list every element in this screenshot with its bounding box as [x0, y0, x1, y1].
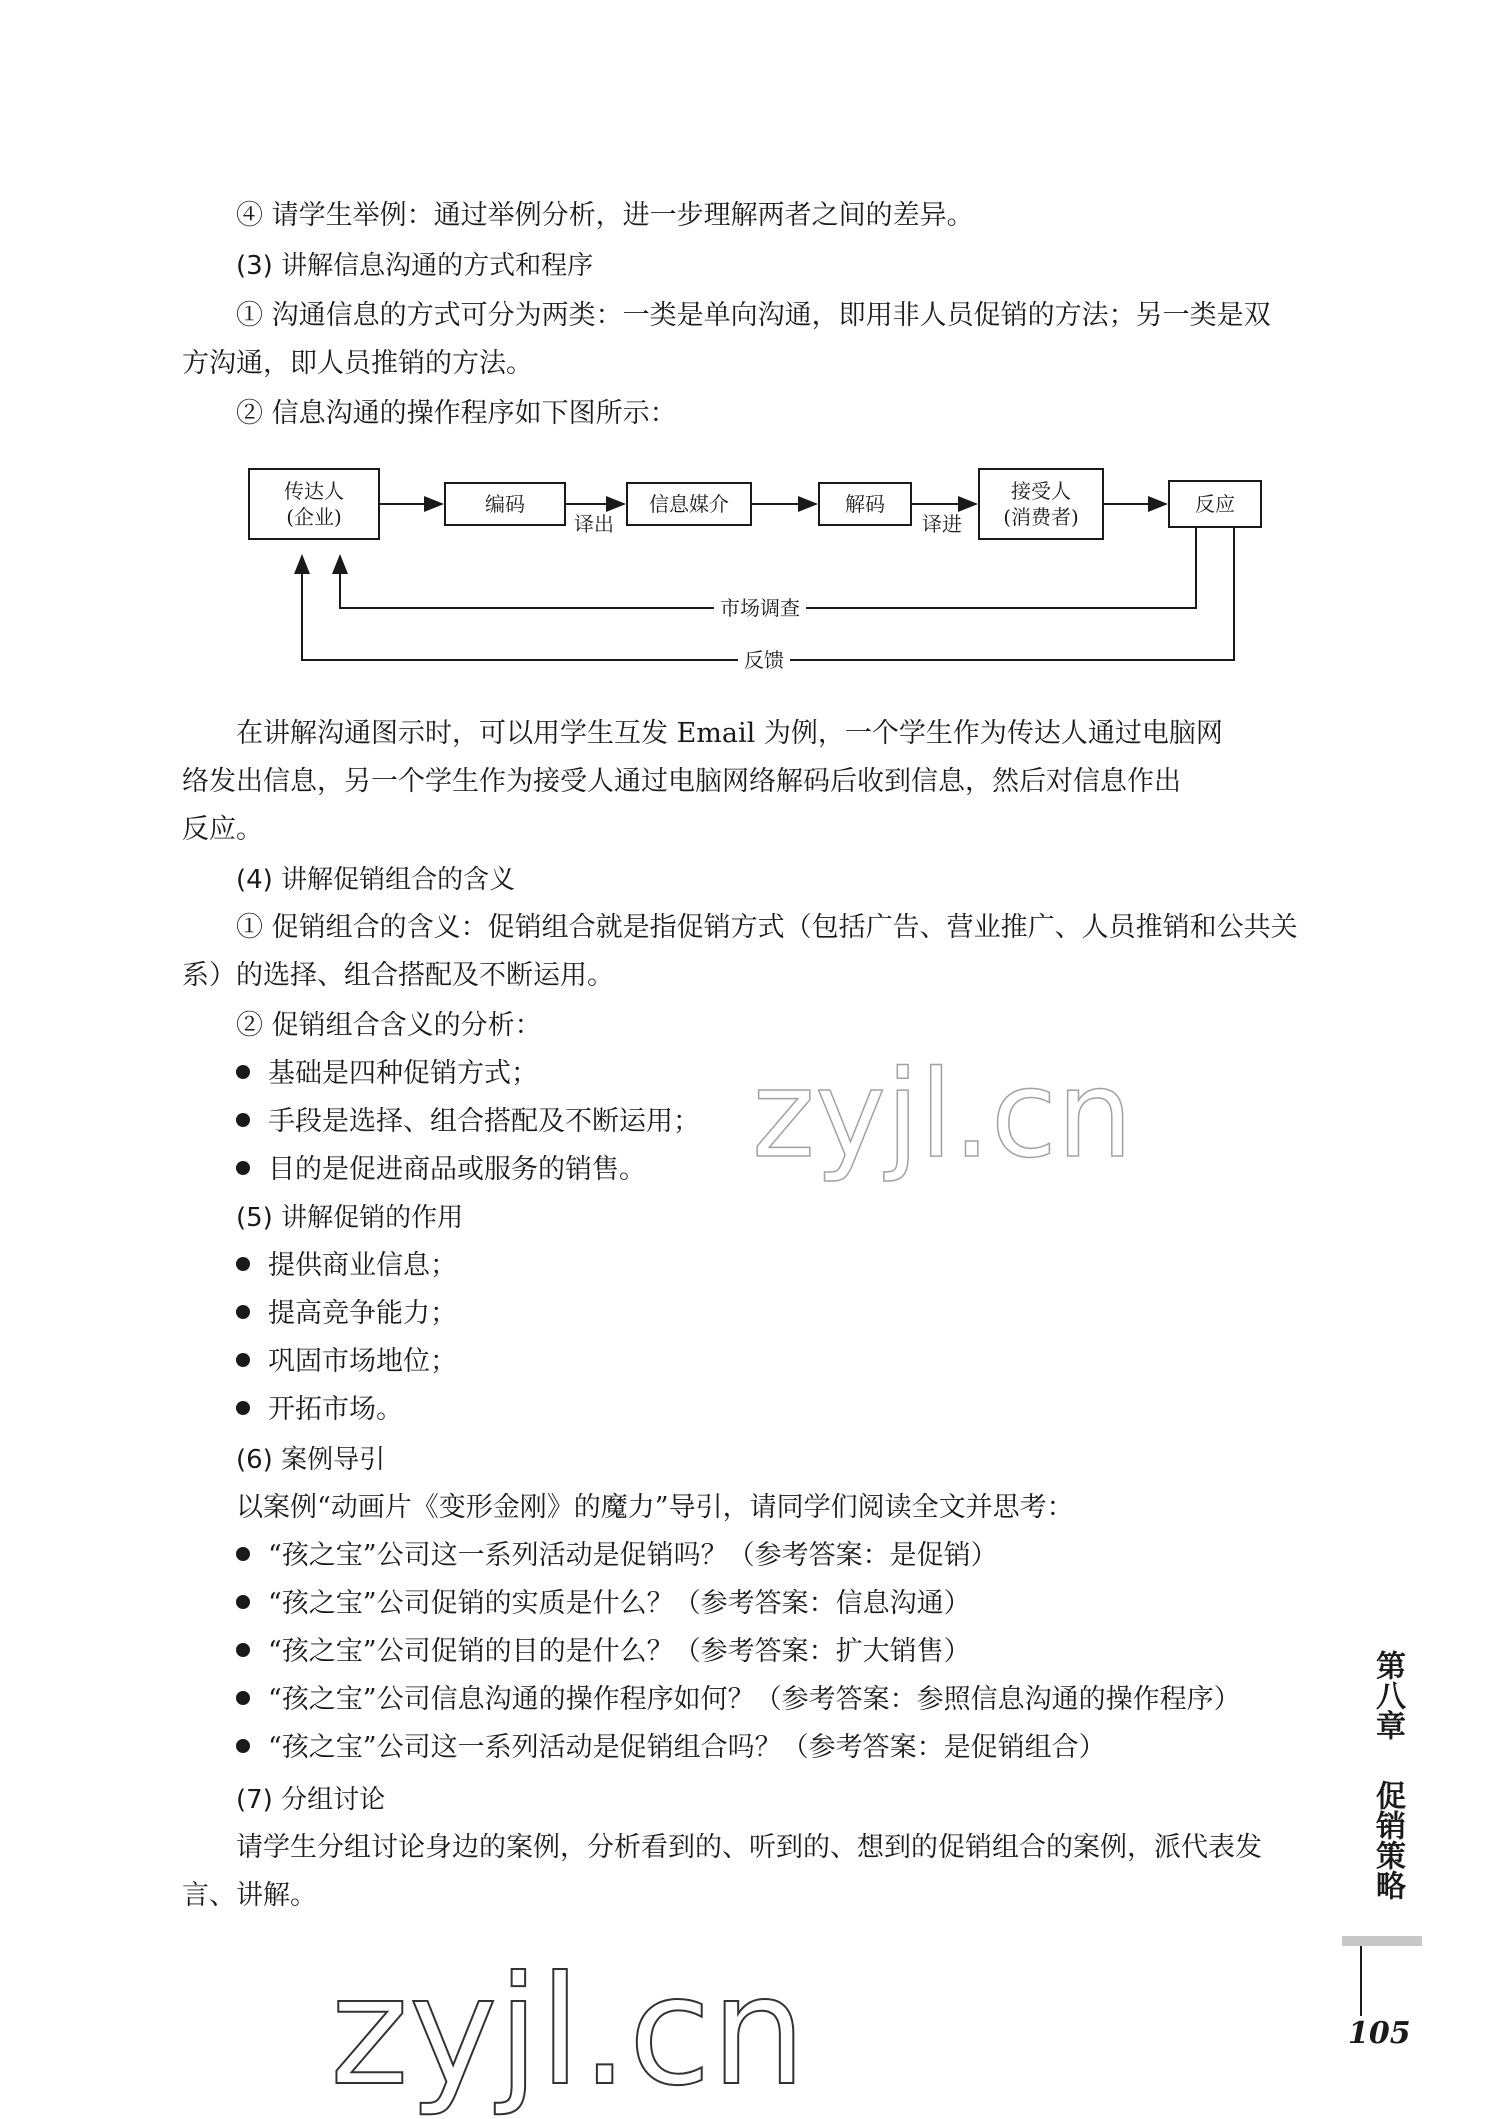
paragraph-procedure: ② 信息沟通的操作程序如下图所示：	[236, 398, 677, 429]
bullet-icon	[236, 1305, 250, 1319]
label-feedback: 反馈	[738, 648, 790, 672]
heading-3: (3) 讲解信息沟通的方式和程序	[236, 251, 594, 281]
page-number: 105	[1348, 2016, 1411, 2051]
sender-sublabel: (企业)	[286, 505, 342, 529]
paragraph-analysis: ② 促销组合含义的分析：	[236, 1010, 542, 1041]
bullet-icon	[236, 1353, 250, 1367]
chapter-title	[1368, 1780, 1404, 1900]
paragraph-discussion-line1: 请学生分组讨论身边的案例，分析看到的、听到的、想到的促销组合的案例，派代表发	[236, 1832, 1262, 1863]
chapter-title-text: 促销策略	[1370, 1780, 1405, 1900]
receiver-label: 接受人	[1011, 479, 1071, 503]
paragraph-email-line1: 在讲解沟通图示时，可以用学生互发 Email 为例，一个学生作为传达人通过电脑网	[236, 718, 1223, 749]
decode-label: 解码	[845, 492, 885, 516]
sender-label: 传达人	[284, 479, 344, 503]
bullet-icon	[236, 1257, 250, 1271]
media-label: 信息媒介	[649, 492, 729, 516]
bullet-icon	[236, 1113, 250, 1127]
list-item	[236, 1386, 403, 1434]
list-item-text: “孩之宝”公司这一系列活动是促销吗？（参考答案：是促销）	[268, 1540, 998, 1571]
list-item	[236, 1532, 998, 1580]
heading-6: (6) 案例导引	[236, 1445, 386, 1475]
paragraph-meaning-line2: 系）的选择、组合搭配及不断运用。	[182, 960, 614, 991]
paragraph-ways-line2: 方沟通，即人员推销的方法。	[182, 348, 533, 379]
list-item-text: 提供商业信息；	[268, 1250, 457, 1281]
list-item	[236, 1628, 971, 1676]
paragraph-email-line2: 络发出信息，另一个学生作为接受人通过电脑网络解码后收到信息，然后对信息作出	[182, 766, 1181, 797]
list-item-text: “孩之宝”公司促销的实质是什么？（参考答案：信息沟通）	[268, 1588, 971, 1619]
heading-5: (5) 讲解促销的作用	[236, 1203, 464, 1233]
encode-label: 编码	[485, 492, 525, 516]
list-item	[236, 1580, 971, 1628]
list-item-text: “孩之宝”公司信息沟通的操作程序如何？（参考答案：参照信息沟通的操作程序）	[268, 1684, 1241, 1715]
label-encode-out: 译出	[568, 512, 620, 536]
bullet-icon	[236, 1739, 250, 1753]
bullet-icon	[236, 1065, 250, 1079]
bullet-icon	[236, 1401, 250, 1415]
sender-box	[248, 468, 380, 540]
bullet-icon	[236, 1595, 250, 1609]
bullet-icon	[236, 1691, 250, 1705]
heading-7: (7) 分组讨论	[236, 1785, 386, 1815]
response-box	[1168, 480, 1262, 528]
paragraph-discussion-line2: 言、讲解。	[182, 1880, 317, 1911]
list-item-text: “孩之宝”公司促销的目的是什么？（参考答案：扩大销售）	[268, 1636, 971, 1667]
label-decode-in: 译进	[916, 512, 968, 536]
list-item	[236, 1050, 538, 1098]
list-item-text: 目的是促进商品或服务的销售。	[268, 1154, 646, 1185]
encode-box	[444, 482, 566, 526]
feedback-loop	[302, 528, 1234, 660]
list-item	[236, 1290, 457, 1338]
bullet-icon	[236, 1161, 250, 1175]
list-item-text: 基础是四种促销方式；	[268, 1058, 538, 1089]
bullet-icon	[236, 1547, 250, 1561]
response-label: 反应	[1195, 492, 1235, 516]
communication-diagram	[0, 0, 1512, 700]
label-market-research: 市场调查	[714, 596, 806, 620]
list-item	[236, 1338, 457, 1386]
media-box	[626, 482, 752, 526]
list-item	[236, 1098, 700, 1146]
paragraph-ways-line1: ① 沟通信息的方式可分为两类：一类是单向沟通，即用非人员促销的方法；另一类是双	[236, 300, 1271, 331]
chapter-label	[1368, 1650, 1404, 1740]
list-item	[236, 1242, 457, 1290]
paragraph-meaning-line1: ① 促销组合的含义：促销组合就是指促销方式（包括广告、营业推广、人员推销和公共关	[236, 912, 1298, 943]
list-item	[236, 1724, 1106, 1772]
list-item	[236, 1676, 1241, 1724]
sidebar-rule	[1360, 1946, 1362, 2016]
heading-4: (4) 讲解促销组合的含义	[236, 865, 516, 895]
bullet-icon	[236, 1643, 250, 1657]
list-item-text: 手段是选择、组合搭配及不断运用；	[268, 1106, 700, 1137]
receiver-box	[978, 468, 1104, 540]
watermark-middle: zyjl.cn	[752, 1046, 1133, 1185]
chapter-number: 第八章	[1370, 1650, 1405, 1740]
watermark-bottom: zyjl.cn	[330, 1945, 807, 2119]
sidebar-bar	[1342, 1936, 1422, 1946]
decode-box	[818, 482, 912, 526]
paragraph-case-intro: 以案例“动画片《变形金刚》的魔力”导引，请同学们阅读全文并思考：	[236, 1492, 1074, 1523]
list-item-text: 巩固市场地位；	[268, 1346, 457, 1377]
list-item-text: 开拓市场。	[268, 1394, 403, 1425]
diagram-lines	[0, 0, 1512, 700]
receiver-sublabel: (消费者)	[1003, 505, 1079, 529]
list-item-text: 提高竞争能力；	[268, 1298, 457, 1329]
paragraph-example: ④ 请学生举例：通过举例分析，进一步理解两者之间的差异。	[236, 200, 974, 231]
paragraph-email-line3: 反应。	[182, 814, 263, 845]
list-item-text: “孩之宝”公司这一系列活动是促销组合吗？（参考答案：是促销组合）	[268, 1732, 1106, 1763]
list-item	[236, 1146, 646, 1194]
